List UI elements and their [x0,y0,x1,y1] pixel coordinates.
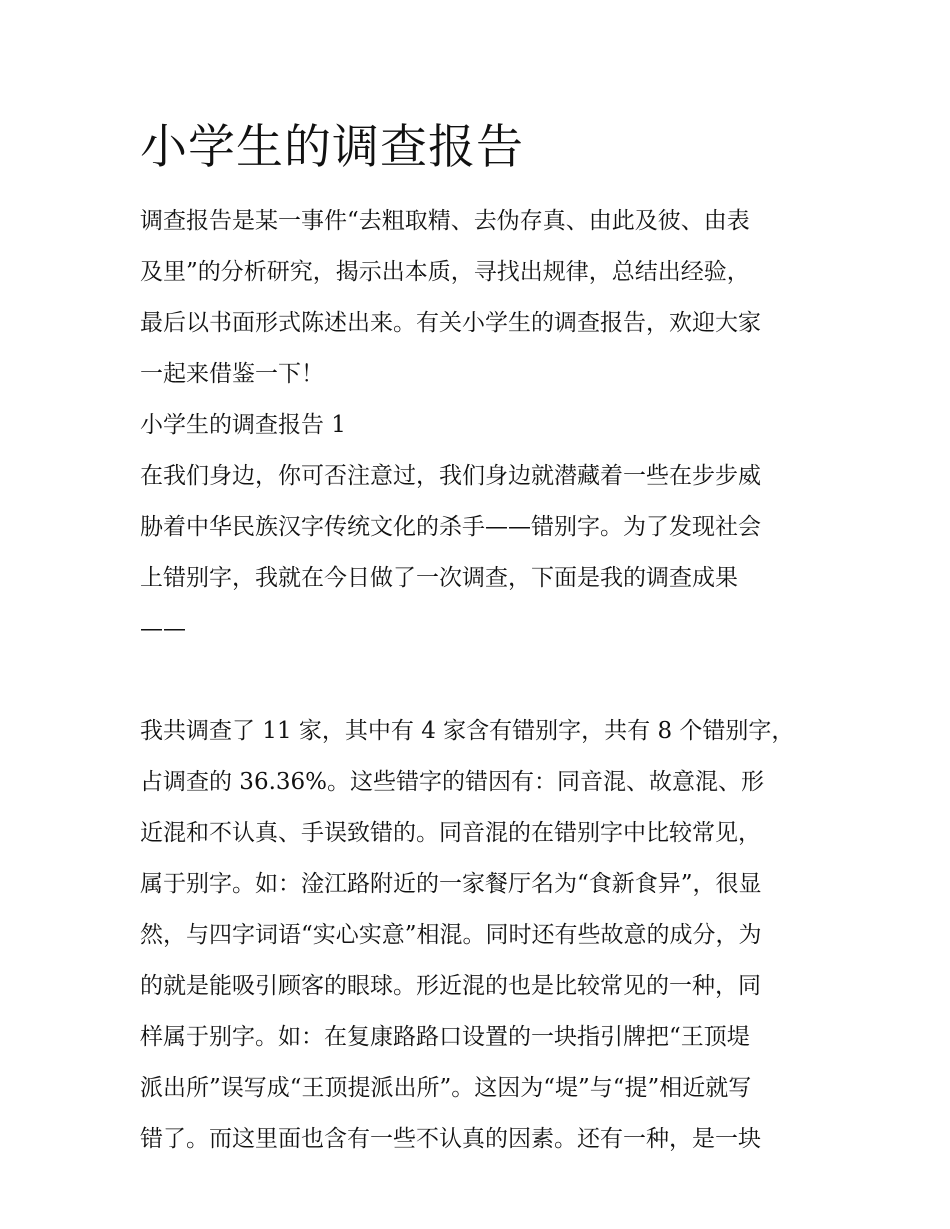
paragraph-line: 属于别字。如：淦江路附近的一家餐厅名为“食新食异”，很显 [140,871,762,897]
paragraph-line: 及里”的分析研究，揭示出本质，寻找出规律，总结出经验， [140,259,750,285]
paragraph-line: 样属于别字。如：在复康路路口设置的一块指引牌把“王顶堤 [140,1024,750,1050]
paragraph-line: 调查报告是某一事件“去粗取精、去伪存真、由此及彼、由表 [140,208,750,234]
document-body [140,196,820,1165]
paragraph-line: —— [140,616,186,642]
paragraph-line: 一起来借鉴一下！ [140,361,324,387]
section-heading: 小学生的调查报告 1 [140,412,346,438]
document-title: 小学生的调查报告 [140,120,524,175]
paragraph-line: 在我们身边，你可否注意过，我们身边就潜藏着一些在步步威 [140,463,761,489]
blank-line [140,655,820,706]
paragraph-line: 最后以书面形式陈述出来。有关小学生的调查报告，欢迎大家 [140,310,761,336]
paragraph-line: 我共调查了 11 家，其中有 4 家含有错别字，共有 8 个错别字， [140,718,795,744]
paragraph-line: 派出所”误写成“王顶提派出所”。这因为“堤”与“提”相近就写 [140,1075,752,1101]
paragraph-line: 近混和不认真、手误致错的。同音混的在错别字中比较常见， [140,820,761,846]
paragraph-line: 占调查的 36.36%。这些错字的错因有：同音混、故意混、形 [140,769,765,795]
paragraph-line: 然，与四字词语“实心实意”相混。同时还有些故意的成分，为 [140,922,762,948]
paragraph-line: 胁着中华民族汉字传统文化的杀手——错别字。为了发现社会 [140,514,761,540]
paragraph-line: 上错别字，我就在今日做了一次调查，下面是我的调查成果 [140,565,738,591]
paragraph-line: 错了。而这里面也含有一些不认真的因素。还有一种，是一块 [140,1126,761,1152]
paragraph-line: 的就是能吸引顾客的眼球。形近混的也是比较常见的一种，同 [140,973,761,999]
